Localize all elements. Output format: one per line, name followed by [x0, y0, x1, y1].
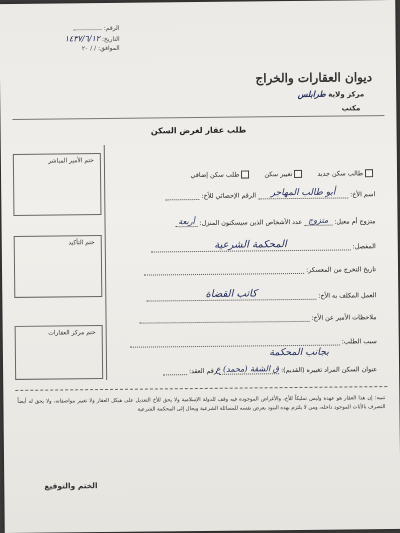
section-label: المفصل: [352, 242, 376, 251]
center-stamp-label: ختم مركز العقارات [48, 329, 96, 337]
reason-label: سبب الطلب: [341, 337, 377, 346]
reason-value[interactable]: بجانب المحكمة [269, 346, 329, 359]
center-stamp-box [15, 325, 104, 380]
married-label: متزوج أم معيل: [334, 217, 376, 226]
married-value[interactable]: متزوج [304, 216, 332, 226]
contract-label: رقم العقد: [188, 366, 217, 376]
grad-row [144, 265, 376, 275]
seal-signature-label: الختم والتوقيع [44, 481, 98, 491]
confirm-stamp-label: ختم التأكيد [68, 239, 95, 247]
number-label: الرقم: [103, 24, 120, 32]
work-label: العمل المكلف به الأخ: [318, 291, 377, 300]
name-value[interactable]: أبو طالب المهاجر [258, 187, 348, 199]
option-new-housing[interactable]: طالب سكن جديد [317, 169, 373, 178]
office-label: مكتب [341, 104, 361, 113]
org-name: ديوان العقارات والخراج [255, 70, 373, 86]
column-divider [104, 145, 107, 380]
state-office-value: طرابلس [297, 88, 326, 99]
persons-label: عدد الأشخاص الذين سيسكنون المنزل: [199, 217, 303, 228]
persons-value[interactable]: أربعة [175, 217, 197, 227]
corresponding-row [20, 45, 120, 53]
header-org [255, 70, 372, 85]
header-dates [19, 25, 119, 53]
address-row [163, 363, 377, 375]
request-type-row [180, 160, 373, 181]
notes-value[interactable] [139, 321, 309, 324]
header-divider [12, 115, 384, 120]
work-value[interactable]: كاتب القضاة [146, 288, 316, 302]
state-office-row [298, 88, 365, 99]
married-row [175, 215, 375, 227]
confirm-stamp-box [14, 235, 103, 298]
emir-stamp-label: ختم الأمير المباشر [48, 157, 94, 165]
note-divider [15, 386, 387, 391]
checkbox-extra-housing[interactable] [241, 170, 249, 178]
option-change-housing[interactable]: تغيير سكن [264, 170, 302, 178]
number-row [19, 25, 119, 33]
work-row [146, 287, 376, 301]
checkbox-change-housing[interactable] [294, 170, 302, 178]
grad-label: تاريخ التخرج من المعسكر: [306, 265, 377, 274]
checkbox-new-housing[interactable] [365, 169, 373, 177]
id-label: الرقم الإحصائي للأخ: [201, 191, 257, 200]
address-label: عنوان السكن المراد تغييره (القديم): [280, 365, 378, 375]
id-value[interactable] [165, 199, 199, 200]
grad-value[interactable] [144, 273, 304, 276]
date-value: ١٤٣٧/٦/١٢ [64, 34, 101, 44]
option-extra-housing[interactable]: طلب سكن إضافي [190, 170, 249, 179]
contract-value[interactable] [163, 374, 187, 375]
date-row [20, 34, 120, 44]
emir-stamp-box [13, 153, 102, 216]
address-value[interactable]: ق الشقة (محمد) ع [215, 364, 279, 374]
section-row [150, 238, 375, 252]
notes-row [139, 313, 376, 323]
reason-row [130, 337, 377, 348]
state-office-label: مركز ولاية [328, 90, 365, 99]
section-value[interactable]: المحكمة الشرعية [150, 238, 350, 252]
name-label: اسم الأخ: [350, 190, 376, 199]
date-label: التاريخ: [101, 35, 120, 44]
form-title: طلب عقار لغرض السكن [150, 125, 247, 136]
corresponding-label: الموافق: [98, 44, 120, 53]
warning-note: تنبيه: إن هذا العقار هو عهدة وليس تمليكاً للأخ، والأغراض الموجودة فيه وقف للدولة الإسلامية ولا يحق للأخ التعديل على هيكل العقار ولا تغيير مواصفاته، ولا يحق له أيضاً التصرف بالأثاث الموجود داخله، ومن لا يلتزم بهذه البنود يعرض نفسه للمسائلة الشرعية ويحال إلى المحكمة الشرعية [17, 395, 386, 413]
name-row [165, 187, 375, 200]
notes-label: ملاحظات الأمير عن الأخ: [311, 313, 377, 322]
corresponding-value: / / ٢٠ [81, 45, 97, 53]
